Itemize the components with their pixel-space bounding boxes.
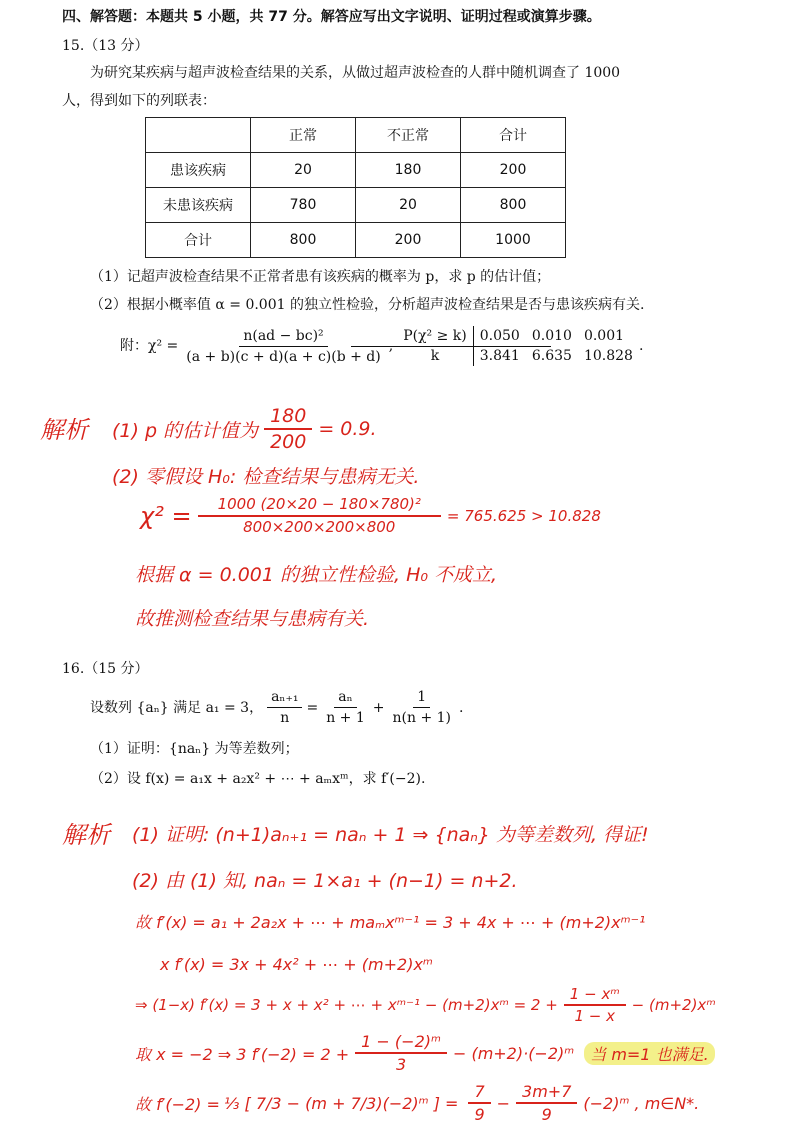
appendix-label: 附： <box>120 338 148 354</box>
table-cell: 合计 <box>146 223 251 258</box>
table-cell: 800 <box>251 223 356 258</box>
q15-appendix: 附： χ² = $\frac{\text{n(ad − bc)²}}{(a + b)(c + d)(a + c)(b + d)}$ , P(χ² ≥ k) k 0.050 3.841 0.010 6.635 0.001 10.828 . <box>120 327 644 365</box>
chi-numerator: n(ad − bc)² <box>239 327 327 347</box>
table-row <box>146 223 566 258</box>
chi-denominator: (a + b)(c + d)(a + c)(b + d) <box>186 348 381 365</box>
q15-solution-part1 <box>112 405 377 453</box>
q16-solution-line5 <box>135 985 716 1025</box>
table-cell: 1000 <box>461 223 566 258</box>
minus-sign: − <box>496 1093 511 1113</box>
equals-sign: = <box>306 699 319 716</box>
solution-text: 取 x = −2 ⇒ 3 f′(−2) = 2 + <box>135 1044 350 1064</box>
fraction-numerator: 1 − xᵐ <box>564 985 626 1006</box>
q16-fraction <box>389 688 456 727</box>
fraction-numerator: 3m+7 <box>516 1082 577 1104</box>
solution-fraction <box>468 1082 490 1124</box>
table-cell: 患该疾病 <box>146 153 251 188</box>
q16-solution-line2: (2) 由 (1) 知, naₙ = 1×a₁ + (n−1) = n+2. <box>132 870 518 892</box>
p-value: 0.010 <box>531 328 572 344</box>
period: . <box>459 699 464 716</box>
solution-chi-lhs: χ² = <box>140 501 192 530</box>
table-cell: 800 <box>461 188 566 223</box>
solution-text: ⇒ (1−x) f′(x) = 3 + x + x² + ⋯ + xᵐ⁻¹ − (m+2)xᵐ = 2 + <box>135 996 558 1014</box>
highlighted-note: 当 m=1 也满足. <box>584 1042 714 1065</box>
q16-part1: （1）证明：{naₙ} 为等差数列； <box>90 741 299 757</box>
table-cell: 未患该疾病 <box>146 188 251 223</box>
q15-intro-line1: 为研究某疾病与超声波检查结果的关系，从做过超声波检查的人群中随机调查了 1000 <box>90 65 621 81</box>
p-value: 0.001 <box>583 328 625 344</box>
q16-solution-line4: x f′(x) = 3x + 4x² + ⋯ + (m+2)xᵐ <box>160 955 433 974</box>
q15-solution-label: 解析 <box>40 416 88 444</box>
q16-given-text: 设数列 {aₙ} 满足 a₁ = 3， <box>90 699 264 716</box>
table-row <box>146 188 566 223</box>
k-value: 3.841 <box>479 348 520 364</box>
q16-given <box>90 688 463 727</box>
solution-fraction <box>264 405 312 453</box>
q16-solution-line7 <box>135 1082 699 1124</box>
chi-square-lhs: χ² = <box>148 338 179 354</box>
q16-solution-label: 解析 <box>62 821 110 849</box>
q15-solution-line4: 故推测检查结果与患病有关. <box>135 608 370 630</box>
fraction-denominator: 800×200×200×800 <box>243 518 396 536</box>
fraction-numerator: 1000 (20×20 − 180×780)² <box>198 495 441 517</box>
q15-intro-line2: 人，得到如下的列联表： <box>62 93 216 109</box>
k-value: 10.828 <box>583 348 633 364</box>
table-cell: 合计 <box>461 118 566 153</box>
solution-text: = 0.9. <box>318 418 377 440</box>
fraction-numerator: 1 <box>413 688 430 708</box>
table-cell: 20 <box>251 153 356 188</box>
q16-number: 16.（15 分） <box>62 661 149 677</box>
solution-text: 故 f′(−2) = <box>135 1094 220 1114</box>
q16-fraction <box>322 688 369 727</box>
fraction-denominator: 9 <box>541 1105 552 1124</box>
table-cell: 780 <box>251 188 356 223</box>
q15-solution-chi <box>140 495 601 536</box>
solution-text: ⅓ [ 7/3 − (m + 7/3)(−2)ᵐ ] = <box>223 1093 459 1113</box>
q15-solution-part2-line1: (2) 零假设 H₀: 检查结果与患病无关. <box>112 466 420 488</box>
k-label: k <box>430 348 440 364</box>
fraction-denominator: 9 <box>474 1105 485 1124</box>
table-cell: 180 <box>356 153 461 188</box>
p-value: 0.050 <box>479 328 520 344</box>
table-row <box>146 153 566 188</box>
fraction-numerator: 7 <box>468 1082 490 1104</box>
critical-table-divider <box>351 346 551 347</box>
solution-chi-fraction <box>198 495 441 536</box>
q16-solution-line1: (1) 证明: (n+1)aₙ₊₁ = naₙ + 1 ⇒ {naₙ} 为等差数列, 得证! <box>132 824 649 846</box>
solution-text: (−2)ᵐ , m∈N*. <box>583 1093 700 1113</box>
fraction-denominator: n <box>280 710 290 726</box>
solution-fraction <box>355 1032 447 1074</box>
table-cell: 20 <box>356 188 461 223</box>
fraction-denominator: 1 − x <box>574 1007 615 1025</box>
table-cell: 正常 <box>251 118 356 153</box>
table-cell: 不正常 <box>356 118 461 153</box>
contingency-table <box>145 117 566 258</box>
fraction-numerator: aₙ₊₁ <box>267 688 302 708</box>
q15-solution-line3: 根据 α = 0.001 的独立性检验, H₀ 不成立, <box>135 564 498 586</box>
table-header-row <box>146 118 566 153</box>
q16-solution-line3: 故 f′(x) = a₁ + 2a₂x + ⋯ + maₘxᵐ⁻¹ = 3 + 4x + ⋯ + (m+2)xᵐ⁻¹ <box>135 913 646 932</box>
table-cell: 200 <box>356 223 461 258</box>
fraction-denominator: n + 1 <box>326 710 365 726</box>
solution-text: (1) p 的估计值为 <box>112 419 259 442</box>
section-heading: 四、解答题：本题共 5 小题，共 77 分。解答应写出文字说明、证明过程或演算步骤。 <box>62 9 601 25</box>
fraction-numerator: aₙ <box>334 688 356 708</box>
table-cell: 200 <box>461 153 566 188</box>
solution-chi-result: = 765.625 > 10.828 <box>446 506 601 525</box>
fraction-numerator: 180 <box>264 405 312 430</box>
solution-text: − (m+2)·(−2)ᵐ <box>452 1043 575 1063</box>
fraction-denominator: 200 <box>270 431 307 453</box>
solution-text: − (m+2)xᵐ <box>631 996 716 1014</box>
table-cell <box>146 118 251 153</box>
q16-part2: （2）设 f(x) = a₁x + a₂x² + ⋯ + aₘxᵐ，求 f′(−2). <box>90 771 426 787</box>
fraction-numerator: 1 − (−2)ᵐ <box>355 1032 447 1054</box>
fraction-denominator: 3 <box>395 1055 407 1074</box>
q16-fraction <box>267 688 302 727</box>
solution-fraction <box>564 985 626 1025</box>
q15-number: 15.（13 分） <box>62 38 149 54</box>
q15-part1: （1）记超声波检查结果不正常者患有该疾病的概率为 p，求 p 的估计值； <box>90 269 551 285</box>
plus-sign: + <box>372 699 385 716</box>
k-value: 6.635 <box>531 348 572 364</box>
p-label: P(χ² ≥ k) <box>403 328 467 344</box>
fraction-denominator: n(n + 1) <box>392 710 452 726</box>
q15-part2: （2）根据小概率值 α = 0.001 的独立性检验，分析超声波检查结果是否与患该疾病有关. <box>90 297 645 313</box>
q16-solution-line6 <box>135 1032 715 1074</box>
solution-fraction <box>516 1082 577 1124</box>
